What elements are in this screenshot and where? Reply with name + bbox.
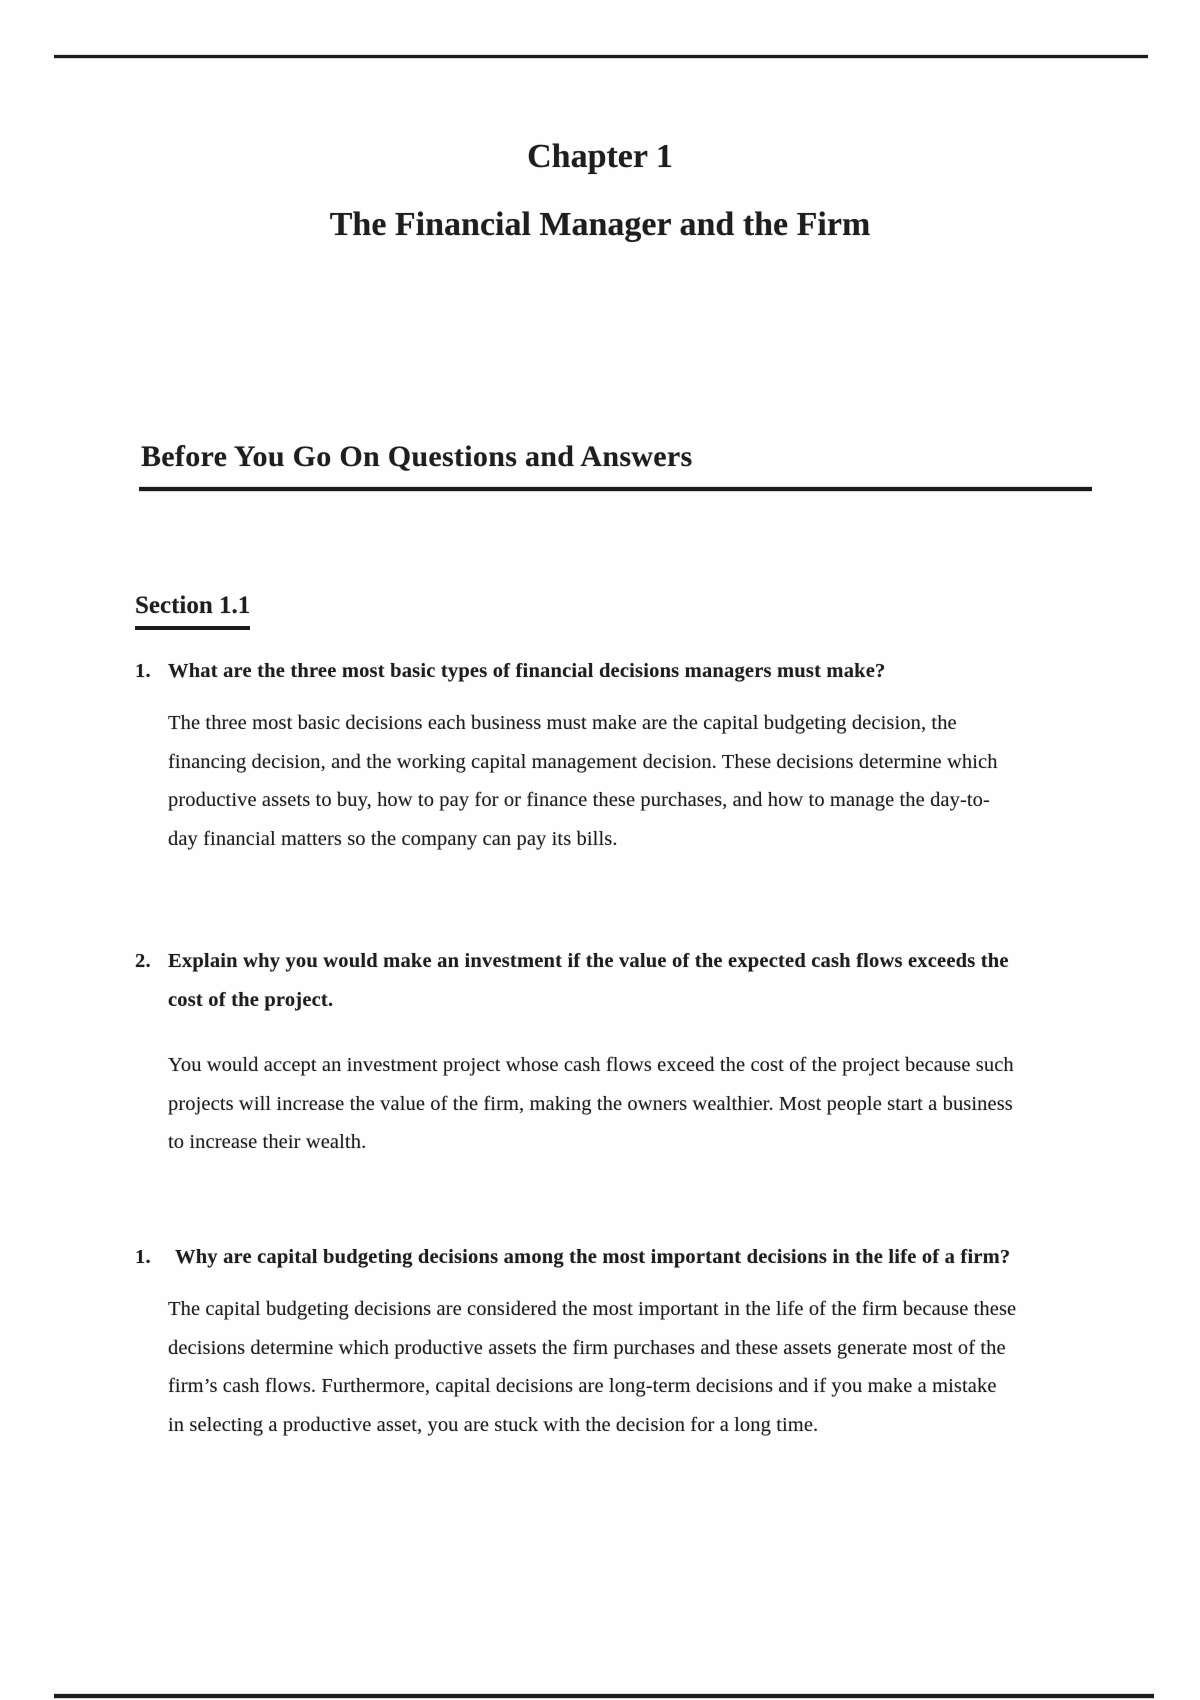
answer-3-line-1: The capital budgeting decisions are considered the most important in the life of the firm because these [168,1298,1017,1320]
question-1-line [135,652,886,691]
chapter-title: Chapter 1 [527,138,673,175]
answer-1-line-2: financing decision, and the working capital management decision. These decisions determine which [168,750,998,773]
question-2-text: Explain why you would make an investment if the value of the expected cash flows exceeds the [168,950,1009,972]
answer-1-line-1: The three most basic decisions each business must make are the capital budgeting decision, the [168,712,957,734]
bottom-horizontal-rule [54,1694,1154,1698]
answer-1-line-3: productive assets to buy, how to pay for or finance these purchases, and how to manage the day-to- [168,789,990,811]
answer-2-line-2: projects will increase the value of the firm, making the owners wealthier. Most people start a business [168,1092,1013,1115]
section-heading: Section 1.1 [135,592,250,630]
answer-2-line-1: You would accept an investment project whose cash flows exceed the cost of the project because such [168,1054,1014,1076]
question-1 [135,652,886,691]
question-3 [135,1238,1010,1277]
answer-2-line-3: to increase their wealth. [168,1131,367,1153]
answer-3 [168,1290,1016,1444]
question-3-line [135,1238,1010,1277]
question-1-text: What are the three most basic types of financial decisions managers must make? [168,660,886,682]
top-horizontal-rule [54,55,1148,58]
question-2-line-1 [135,942,1009,981]
heading-underline-rule [139,487,1092,491]
answer-1 [168,704,998,858]
answer-3-line-3: firm’s cash flows. Furthermore, capital decisions are long-term decisions and if you make a mistake [168,1375,997,1397]
answer-3-line-2: decisions determine which productive assets the firm purchases and these assets generate most of the [168,1336,1006,1359]
question-2 [135,942,1009,1019]
question-2-line-2: cost of the project. [168,988,334,1011]
question-3-text: Why are capital budgeting decisions among the most important decisions in the life of a firm? [175,1246,1011,1268]
book-title: The Financial Manager and the Firm [329,206,871,243]
answer-3-line-4: in selecting a productive asset, you are stuck with the decision for a long time. [168,1413,819,1436]
answer-1-line-4: day financial matters so the company can pay its bills. [168,827,618,850]
question-1-number: 1. [135,660,151,682]
main-heading: Before You Go On Questions and Answers [141,440,693,473]
question-2-number: 2. [135,950,151,972]
answer-2 [168,1046,1014,1162]
question-3-number: 1. [135,1246,151,1268]
